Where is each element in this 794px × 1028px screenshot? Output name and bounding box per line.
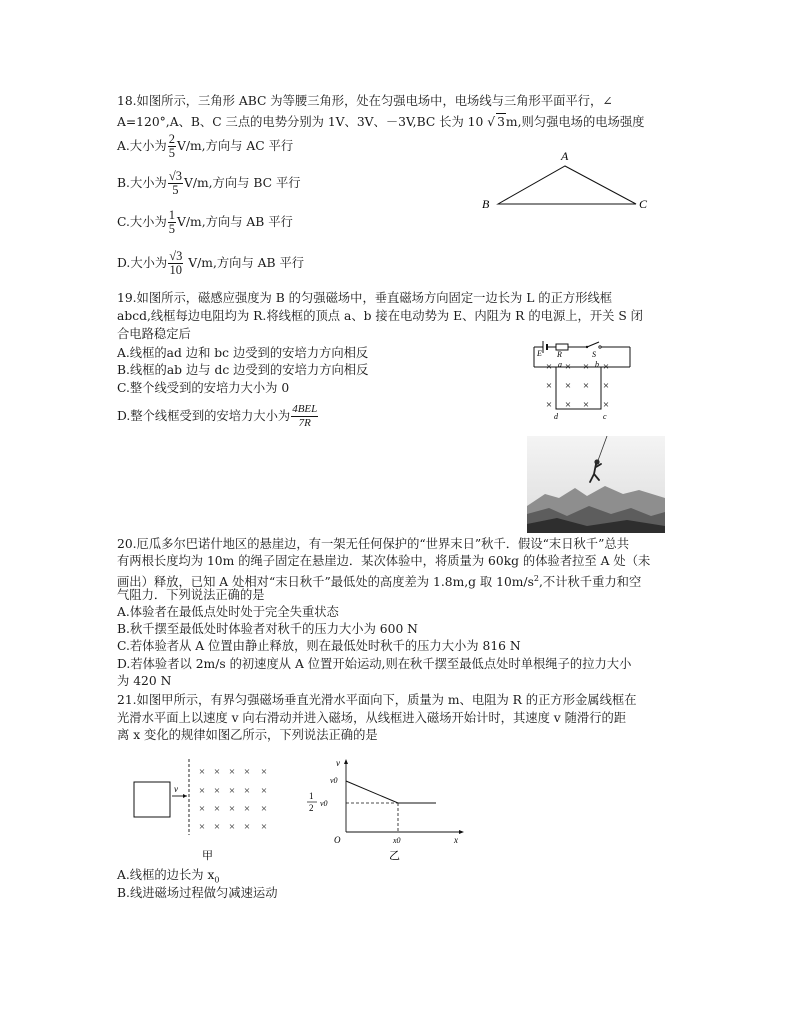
q18-stem-line2: A=120°,A、B、C 三点的电势分别为 1V、3V、－3V,BC 长为 10 √ 3m,则匀强电场的电场强度 [117,115,645,129]
field-cross: × [545,361,553,373]
field-cross: × [243,821,251,833]
q18-option-c [117,209,293,236]
option-prefix: A.大小为 [117,139,167,153]
circuit-frame-figure [530,340,636,424]
q19-stem-line1: 19.如图所示，磁感应强度为 B 的匀强磁场中，垂直磁场方向固定一边长为 L 的正方形线框 [117,291,613,305]
stem-text: 画出）释放，已知 A 处相对“末日秋千”最低处的高度差为 1.8m,g 取 10m/s [117,575,534,590]
field-cross: × [602,361,610,373]
switch-label: S [592,350,596,359]
figure-jia-caption: 甲 [202,850,213,862]
option-prefix: B.大小为 [117,176,167,190]
q18-option-b [117,170,301,197]
field-cross: × [243,785,251,797]
triangle-outline [498,166,636,204]
field-cross: × [260,821,268,833]
q21-option-b: B.线进磁场过程做匀减速运动 [117,886,278,900]
field-cross: × [198,766,206,778]
q20-stem-line4: 气阻力．下列说法正确的是 [117,588,265,602]
field-cross: × [564,399,572,411]
field-cross: × [243,803,251,815]
arrow-head [183,794,187,798]
fraction [168,250,183,277]
numerator: √3 [168,169,182,183]
q18-stem-tail: m,则匀强电场的电场强度 [505,115,645,129]
figure-yi-graph [300,755,470,863]
q19-option-c: C.整个线受到的安培力大小为 0 [117,381,290,395]
option-prefix: D.整个线框受到的安培力大小为 [117,409,291,423]
stem-tail: ,不计秋千重力和空 [538,575,642,590]
fraction [168,170,183,197]
q18-option-a [117,133,293,160]
field-cross: × [213,803,221,815]
option-suffix: V/m,方向与 BC 平行 [183,176,301,190]
half-v0-label: v0 [320,799,328,808]
option-suffix: V/m,方向与 AB 平行 [184,256,305,270]
denominator: 5 [168,222,176,236]
q19-option-b: B.线框的ab 边与 dc 边受到的安培力方向相反 [117,363,369,377]
magnetic-field-crosses [546,361,609,411]
q20-option-b: B.秋千摆至最低处时体验者对秋千的压力大小为 600 N [117,622,418,636]
q20-stem-line1: 20.厄瓜多尔巴诺什地区的悬崖边，有一架无任何保护的“世界末日”秋千．假设“末日秋千”总共 [117,537,629,551]
field-cross: × [602,399,610,411]
v0-tick-label: v0 [330,776,338,785]
superscript: 2 [533,574,539,583]
figure-jia [128,755,288,863]
square-loop [134,782,170,817]
q20-option-d-line1: D.若体验者以 2m/s 的初速度从 A 位置开始运动,则在秋千摆至最低点处时单根绳子的拉力大小 [117,657,632,671]
q19-stem-line2: abcd,线框每边电阻均为 R.将线框的顶点 a、b 接在电动势为 E、内阻为 R 的电源上，开关 S 闭 [117,309,643,323]
velocity-curve [346,781,436,803]
vertex-c-label: C [639,197,648,211]
origin-label: O [334,835,341,845]
denominator: 7R [298,417,311,429]
resistor-label: R [557,350,562,359]
emf-label: E [537,349,542,358]
field-cross: × [213,785,221,797]
vertex-d: d [554,412,558,421]
swing-cliff-photo [527,436,665,533]
q20-option-c: C.若体验者从 A 位置由静止释放，则在最低处时秋千的压力大小为 816 N [117,639,521,653]
vertex-b-label: B [482,197,490,211]
field-cross: × [198,821,206,833]
vertex-a-label: A [561,149,569,163]
figure-yi-caption: 乙 [389,850,400,862]
field-cross: × [602,380,610,392]
field-cross: × [260,766,268,778]
q20-stem-line2: 有两根长度均为 10m 的绳子固定在悬崖边．某次体验中，将质量为 60kg 的体验者拉至 A 处（未 [117,554,651,568]
field-cross: × [260,785,268,797]
option-suffix: V/m,方向与 AC 平行 [176,139,294,153]
denominator: 5 [172,183,179,197]
field-cross: × [582,361,590,373]
option-prefix: D.大小为 [117,256,168,270]
half-numerator: 1 [309,791,314,801]
field-cross: × [198,785,206,797]
x0-tick-label: x0 [393,836,401,845]
q21-stem-line2: 光滑水平面上以速度 v 向右滑动并进入磁场，从线框进入磁场开始计时，其速度 v 随滑行的距 [117,711,627,725]
field-cross: × [582,399,590,411]
numerator: 1 [168,208,176,222]
field-crosses [199,766,267,833]
field-cross: × [582,380,590,392]
force-fraction [291,403,318,430]
x-axis-arrow [459,830,464,834]
numerator: 2 [168,132,175,146]
q21-stem-line1: 21.如图甲所示，有界匀强磁场垂直光滑水平面向下，质量为 m、电阻为 R 的正方形金属线框在 [117,693,637,707]
q18-sqrt-value: 3 [497,115,505,129]
q21-stem-line3: 离 x 变化的规律如图乙所示，下列说法正确的是 [117,728,378,742]
velocity-label: v [174,784,178,794]
q18-stem-line1: 18.如图所示，三角形 ABC 为等腰三角形，处在匀强电场中，电场线与三角形平面平行，∠ [117,94,613,108]
field-cross: × [564,361,572,373]
switch-pivot [586,346,588,348]
q18-option-d [117,250,304,277]
numerator: √3 [169,249,183,263]
q18-stem-text: A=120°,A、B、C 三点的电势分别为 1V、3V、－3V,BC 长为 10 [117,115,484,129]
field-cross: × [198,803,206,815]
field-cross: × [260,803,268,815]
field-cross: × [564,380,572,392]
denominator: 5 [168,146,175,160]
field-cross: × [228,766,236,778]
v-axis-arrow [344,759,348,764]
option-prefix: C.大小为 [117,215,167,229]
q20-option-d-line2: 为 420 N [117,674,172,688]
field-cross: × [545,399,553,411]
triangle-abc-figure [478,148,658,214]
field-cross: × [243,766,251,778]
q19-option-d [117,403,319,430]
field-cross: × [228,785,236,797]
fraction [168,209,176,236]
half-denominator: 2 [309,803,314,813]
numerator: 4BEL [292,403,318,415]
vertex-b: b [595,360,599,369]
x-axis-label: x [454,835,458,845]
option-suffix: V/m,方向与 AB 平行 [177,215,293,229]
field-cross: × [228,803,236,815]
vertex-c: c [603,412,607,421]
option-text: A.线框的边长为 x [117,868,215,882]
field-cross: × [213,766,221,778]
vertex-a: a [558,360,562,369]
v-axis-label: v [336,758,340,768]
q20-option-a: A.体验者在最低点处时处于完全失重状态 [117,605,339,619]
denominator: 10 [169,263,183,277]
square-frame-abcd [556,367,601,409]
fraction [168,133,176,160]
q19-stem-line3: 合电路稳定后 [117,327,191,341]
field-cross: × [213,821,221,833]
field-cross: × [228,821,236,833]
q19-option-a: A.线框的ad 边和 bc 边受到的安培力方向相反 [117,346,369,360]
field-cross: × [545,380,553,392]
subscript: 0 [214,875,220,885]
